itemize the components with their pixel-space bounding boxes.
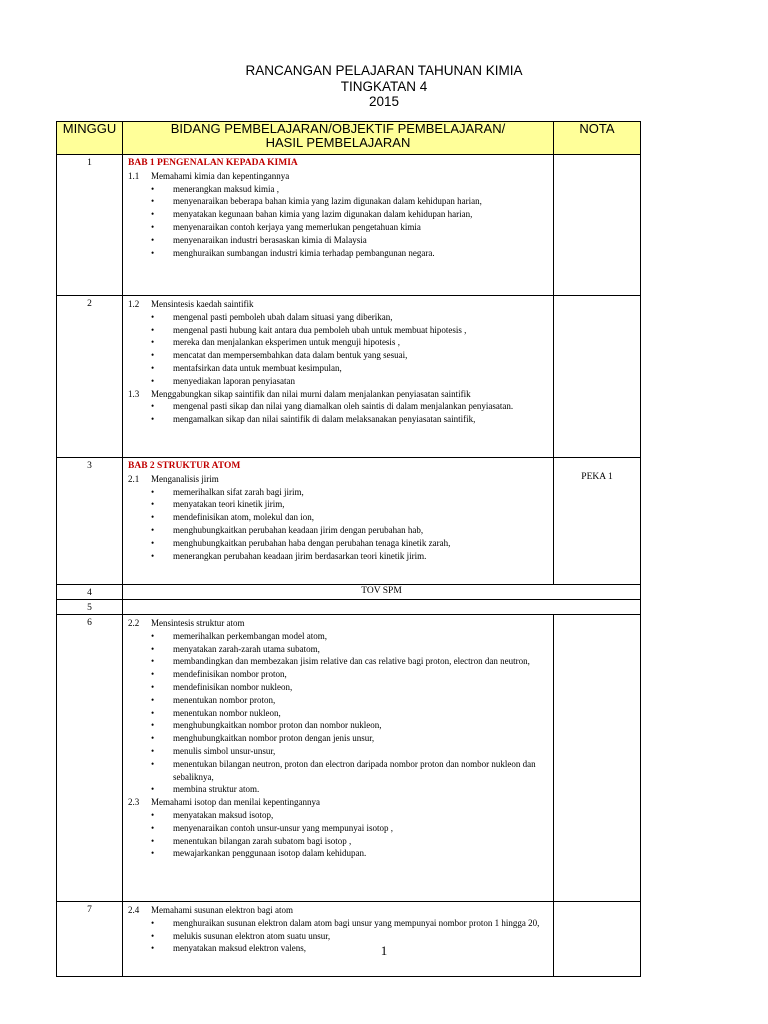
week-cell: 1 <box>57 155 123 296</box>
header-bidang-line-2: HASIL PEMBELAJARAN <box>265 135 411 150</box>
table-row <box>57 600 641 615</box>
learning-outcome: • menghubungkaitkan perubahan haba dengan perubahan tenaga kinetik zarah, <box>173 537 549 550</box>
learning-outcome: • menyenaraikan industri berasaskan kimia di Malaysia <box>173 234 549 247</box>
title-line-1: RANCANGAN PELAJARAN TAHUNAN KIMIA <box>245 63 523 78</box>
learning-outcome-list <box>128 311 549 388</box>
learning-outcome: • menentukan nombor proton, <box>173 694 549 707</box>
objective-title: Menggabungkan sikap saintifik dan nilai murni dalam menjalankan penyiasatan saintifik <box>151 388 471 399</box>
learning-objective <box>128 796 549 809</box>
learning-outcome: • mereka dan menjalankan eksperimen untuk menguji hipotesis , <box>173 336 549 349</box>
nota-cell <box>554 902 641 977</box>
learning-outcome: • mewajarkankan penggunaan isotop dalam kehidupan. <box>173 847 549 860</box>
chapter-title: BAB 1 PENGENALAN KEPADA KIMIA <box>128 158 298 168</box>
week-cell: 3 <box>57 458 123 585</box>
learning-outcome: • menyediakan laporan penyiasatan <box>173 375 549 388</box>
learning-objective <box>128 473 549 486</box>
content-cell <box>123 902 554 977</box>
nota-cell <box>554 615 641 902</box>
learning-objective <box>128 617 549 630</box>
learning-outcome-list <box>128 183 549 260</box>
learning-outcome-list <box>128 400 549 426</box>
content-cell <box>123 296 554 458</box>
objective-title: Memahami isotop dan menilai kepentingannya <box>151 797 320 808</box>
content-cell <box>123 155 554 296</box>
learning-outcome: • menyatakan maksud elektron valens, <box>173 942 549 955</box>
nota-text <box>554 155 640 168</box>
learning-outcome: • mendefinisikan atom, molekul dan ion, <box>173 511 549 524</box>
learning-outcome: • menentukan bilangan neutron, proton dan electron daripada nombor proton dan nombor nukleon dan sebaliknya, <box>173 758 549 784</box>
objective-number: 1.3 <box>128 388 140 399</box>
content-cell <box>123 458 554 585</box>
learning-outcome: • menerangkan maksud kimia , <box>173 183 549 196</box>
learning-outcome: • menerangkan perubahan keadaan jirim berdasarkan teori kinetik jirim. <box>173 550 549 563</box>
learning-outcome: • melukis susunan elektron atom suatu unsur, <box>173 930 549 943</box>
header-bidang-line-1: BIDANG PEMBELAJARAN/OBJEKTIF PEMBELAJARAN/ <box>170 121 506 136</box>
learning-outcome: • menghubungkaitkan nombor proton dan nombor nukleon, <box>173 719 549 732</box>
table-row <box>57 615 641 902</box>
header-nota: NOTA <box>554 122 641 155</box>
week-cell: 6 <box>57 615 123 902</box>
tov-cell: TOV SPM <box>123 585 641 600</box>
learning-outcome: • menyatakan kegunaan bahan kimia yang lazim digunakan dalam kehidupan harian, <box>173 208 549 221</box>
table-header-row <box>57 122 641 155</box>
table-body <box>57 155 641 977</box>
learning-outcome: • menghuraikan sumbangan industri kimia terhadap pembangunan negara. <box>173 247 549 260</box>
learning-outcome: • menentukan bilangan zarah subatom bagi isotop , <box>173 835 549 848</box>
objective-title: Mensintesis kaedah saintifik <box>151 299 254 309</box>
table-row <box>57 155 641 296</box>
learning-objective <box>128 904 549 917</box>
tov-cell <box>123 600 641 615</box>
learning-outcome: • menghubungkaitkan perubahan keadaan jirim dengan perubahan hab, <box>173 524 549 537</box>
objective-title: Memahami kimia dan kepentingannya <box>151 170 290 181</box>
objective-number: 1.2 <box>128 299 140 309</box>
chapter-title: BAB 2 STRUKTUR ATOM <box>128 461 241 471</box>
learning-outcome: • menyenaraikan contoh unsur-unsur yang mempunyai isotop , <box>173 822 549 835</box>
learning-outcome: • mencatat dan mempersembahkan data dalam bentuk yang sesuai, <box>173 349 549 362</box>
nota-cell <box>554 296 641 458</box>
table-row <box>57 296 641 458</box>
table-row <box>57 458 641 585</box>
learning-outcome: • mendefinisikan nombor proton, <box>173 668 549 681</box>
lesson-plan-table <box>56 121 641 977</box>
learning-outcome: • mengenal pasti sikap dan nilai yang diamalkan oleh saintis di dalam menjalankan penyiasatan. <box>173 400 549 413</box>
learning-outcome: • menyatakan zarah-zarah utama subatom, <box>173 643 549 656</box>
objective-number: 2.4 <box>128 905 140 915</box>
page-number: 1 <box>380 943 388 958</box>
week-cell: 2 <box>57 296 123 458</box>
learning-objective <box>128 388 549 401</box>
week-cell: 7 <box>57 902 123 977</box>
learning-outcome: • menulis simbol unsur-unsur, <box>173 745 549 758</box>
learning-outcome: • mendefinisikan nombor nukleon, <box>173 681 549 694</box>
objective-number: 2.3 <box>128 797 140 808</box>
objective-title: Mensintesis struktur atom <box>151 618 245 628</box>
nota-text <box>554 296 640 309</box>
learning-outcome: • mengenal pasti hubung kait antara dua pemboleh ubah untuk membuat hipotesis , <box>173 324 549 337</box>
nota-cell <box>554 155 641 296</box>
nota-text <box>554 615 640 628</box>
objective-title: Menganalisis jirim <box>151 473 219 484</box>
objective-number: 2.1 <box>128 473 140 484</box>
learning-outcome-list <box>128 486 549 563</box>
learning-outcome: • mentafsirkan data untuk membuat kesimpulan, <box>173 362 549 375</box>
learning-outcome: • membina struktur atom. <box>173 783 549 796</box>
learning-outcome: • menyatakan maksud isotop, <box>173 809 549 822</box>
table-row <box>57 902 641 977</box>
learning-objective <box>128 298 549 311</box>
week-cell: 5 <box>57 600 123 615</box>
learning-outcome: • mengenal pasti pemboleh ubah dalam situasi yang diberikan, <box>173 311 549 324</box>
week-cell: 4 <box>57 585 123 600</box>
nota-text <box>554 902 640 915</box>
learning-outcome: • menghubungkaitkan nombor proton dengan jenis unsur, <box>173 732 549 745</box>
title-line-3: 2015 <box>368 94 400 109</box>
title-line-2: TINGKATAN 4 <box>340 78 428 94</box>
learning-outcome: • membandingkan dan membezakan jisim relative dan cas relative bagi proton, electron dan neutron, <box>173 655 549 668</box>
nota-cell <box>554 458 641 585</box>
header-minggu: MINGGU <box>57 122 123 155</box>
objective-number: 1.1 <box>128 170 140 181</box>
learning-outcome: • mengamalkan sikap dan nilai saintifik di dalam melaksanakan penyiasatan saintifik, <box>173 413 549 426</box>
learning-outcome-list <box>128 809 549 860</box>
learning-outcome: • menyenaraikan contoh kerjaya yang memerlukan pengetahuan kimia <box>173 221 549 234</box>
learning-outcome: • menyatakan teori kinetik jirim, <box>173 498 549 511</box>
table-row <box>57 585 641 600</box>
header-bidang <box>123 122 554 155</box>
document-title <box>0 63 768 110</box>
learning-outcome: • memerihalkan perkembangan model atom, <box>173 630 549 643</box>
learning-outcome-list <box>128 630 549 796</box>
learning-outcome: • menyenaraikan beberapa bahan kimia yang lazim digunakan dalam kehidupan harian, <box>173 195 549 208</box>
learning-objective <box>128 170 549 183</box>
objective-title: Memahami susunan elektron bagi atom <box>151 905 293 915</box>
content-cell <box>123 615 554 902</box>
learning-outcome: • menghuraikan susunan elektron dalam atom bagi unsur yang mempunyai nombor proton 1 hingga 20, <box>173 917 549 930</box>
objective-number: 2.2 <box>128 618 140 628</box>
learning-outcome: • menentukan nombor nukleon, <box>173 707 549 720</box>
nota-text: PEKA 1 <box>581 472 613 482</box>
learning-outcome: • memerihalkan sifat zarah bagi jirim, <box>173 486 549 499</box>
